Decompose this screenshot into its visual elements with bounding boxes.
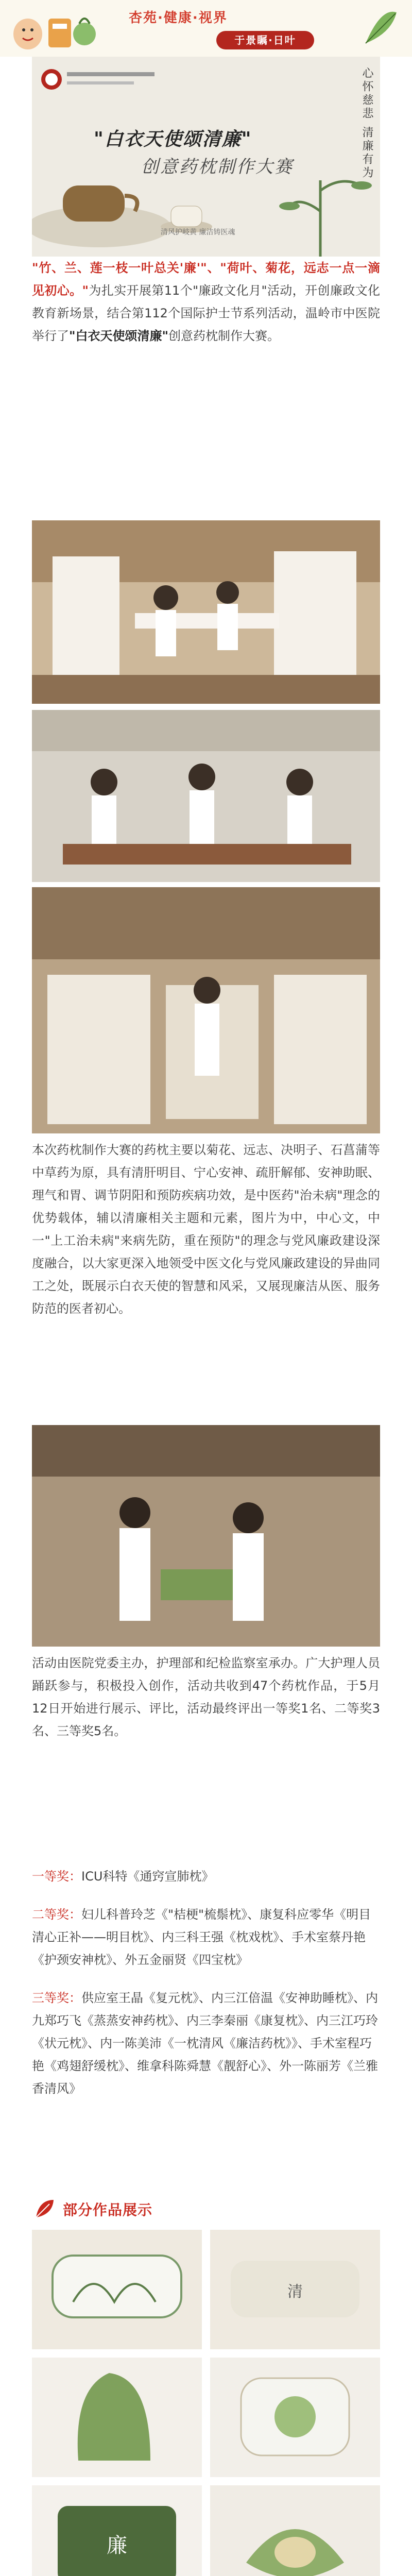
cover-vertical-text: 心怀慈悲 清廉有为	[360, 67, 373, 180]
svg-text:清: 清	[287, 2283, 303, 2301]
intro-paragraph	[32, 257, 380, 347]
intro-highlight-b: "荷叶、菊花，远志一点一滴见初心。"	[32, 261, 380, 298]
cover-image	[32, 57, 380, 257]
award-text: 供应室王晶《复元枕》、内三江倍温《安神助睡枕》、内九郑巧飞《蒸蒸安神药枕》、内三李秦丽《康复枕》、内三江巧玲《状元枕》、内一陈美沛《一枕清风《廉洁药枕》》、手术室程巧艳《鸡翅舒缓枕》、维拿科陈舜慧《靓舒心》、外一陈丽芳《兰雅香清风》	[32, 1991, 378, 2096]
award-rank: 二等奖：	[32, 1907, 81, 1922]
gallery-item	[32, 2230, 202, 2349]
event-photo-3	[32, 887, 380, 1133]
hospital-logo	[39, 65, 163, 94]
leaf-icon	[34, 2198, 56, 2219]
top-banner	[0, 0, 412, 57]
section-title: 部分作品展示	[63, 2201, 153, 2218]
award-text: ICU科特《通窍宣肺枕》	[81, 1869, 214, 1884]
leaf-decoration-icon	[360, 7, 402, 48]
cover-title: "白衣天使颂清廉"	[94, 128, 252, 150]
event-photo-4	[32, 1425, 380, 1647]
award-rank: 一等奖：	[32, 1869, 81, 1884]
gallery-item	[210, 2358, 380, 2477]
award-first	[32, 1865, 380, 1888]
gallery-item	[210, 2485, 380, 2576]
activity-paragraph: 活动由医院党委主办，护理部和纪检监察室承办。广大护理人员踊跃参与，积极投入创作，活动共收到47个药枕作品，于5月12日开始进行展示、评比，活动最终评出一等奖1名、二等奖3名、三等奖5名。	[32, 1656, 380, 1738]
section-header	[32, 2196, 380, 2222]
gallery-item	[32, 2485, 202, 2576]
cover-subtitle: 创意药枕制作大赛	[141, 157, 294, 177]
awards-list	[32, 1865, 380, 2100]
intro-highlight-a: "竹、兰、莲一枝一叶总关'廉'"、	[32, 261, 220, 275]
award-second	[32, 1903, 380, 1971]
event-photo-1	[32, 520, 380, 704]
cover-note: 清风护岐黄 廉洁铸医魂	[161, 228, 235, 236]
intro-text-a: 为扎实开展第11个"廉政文化月"活动，开创廉政文化教育新场景，结合第112个国际护士节系列活动，温岭市中医院举行了	[32, 283, 380, 343]
pillow-gallery	[32, 2230, 380, 2576]
mascot-illustration	[7, 3, 100, 53]
event-photo-2	[32, 710, 380, 882]
intro-text-b: 创意药枕制作大赛。	[168, 329, 280, 343]
gallery-item	[32, 2358, 202, 2477]
header-title: 杏苑·健康·视界	[129, 10, 228, 26]
award-rank: 三等奖：	[32, 1991, 81, 2005]
award-text: 妇儿科普玲芝《"桔梗"梳鬃枕》、康复科应零华《明目清心正补——明目枕》、内三科王强《枕戏枕》、手术室蔡丹艳《护颈安神枕》、外五金丽贤《四宝枕》	[32, 1907, 371, 1967]
award-third	[32, 1987, 380, 2100]
svg-text:廉: 廉	[107, 2534, 127, 2557]
description-paragraph: 本次药枕制作大赛的药枕主要以菊花、远志、决明子、石菖蒲等中草药为原，具有清肝明目、宁心安神、疏肝解郁、安神助眠、理气和胃、调节阴阳和预防疾病功效，是中医药"治未病"理念的优势载体，辅以清廉相关主题和元素，图片为中，中心文，中一"上工治未病"来病先防，重在预防"的理念与党风廉政建设深度融合，以大家更深入地领受中医文化与党风廉政建设的异曲同工之处，既展示白衣天使的智慧和风采，又展现廉洁从医、服务防范的医者初心。	[32, 1143, 380, 1316]
intro-event-name: "白衣天使颂清廉"	[69, 329, 169, 343]
header-subtitle: 于景瞩·日叶	[216, 31, 314, 49]
gallery-item	[210, 2230, 380, 2349]
